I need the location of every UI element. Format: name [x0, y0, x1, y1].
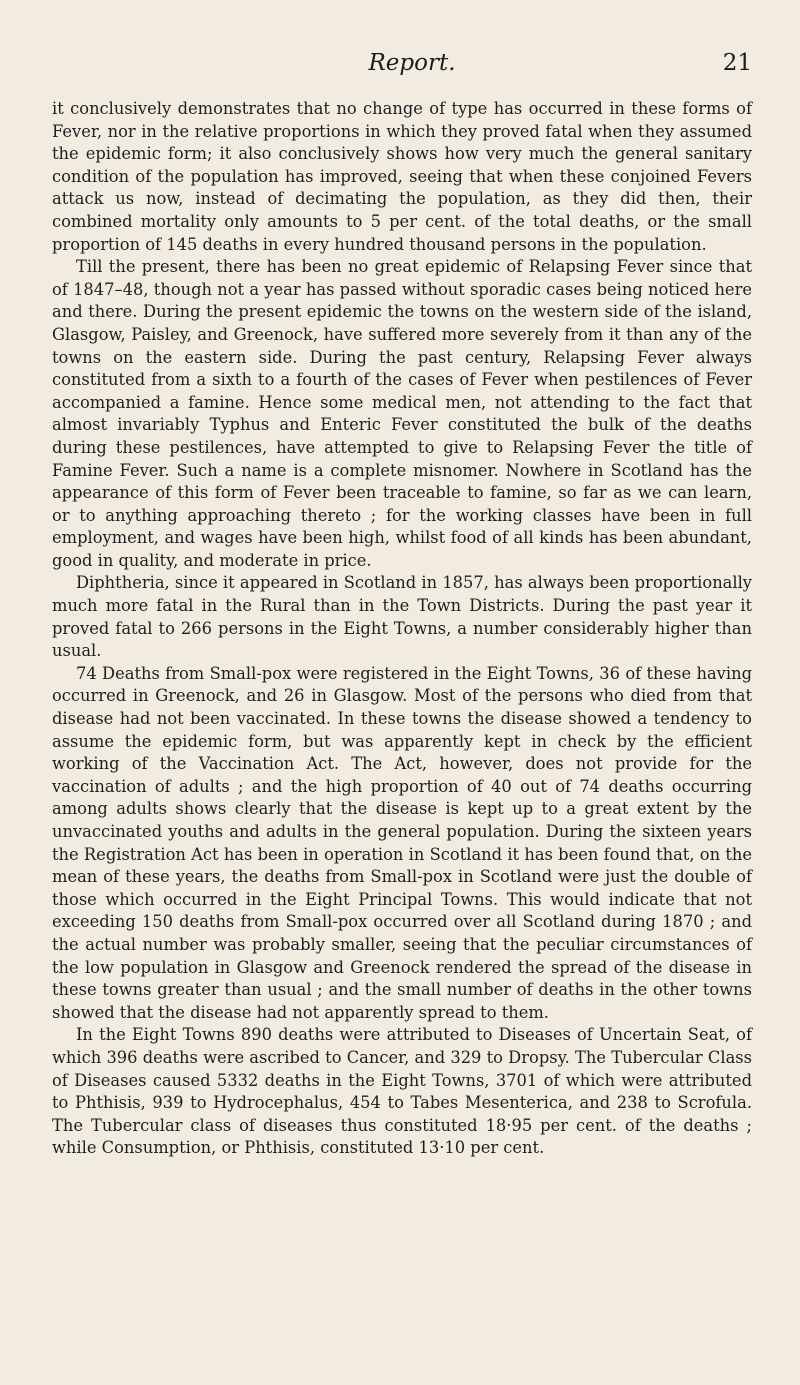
body-text: [52, 98, 752, 1160]
paragraph-tubercular: In the Eight Towns 890 deaths were attributed to Diseases of Uncertain Seat, of which 396 deaths were ascribed to Cancer, and 329 to Dropsy. The Tubercular Class of Diseases caused 5332 deaths in the Eight Towns, 3701 of which were attributed to Phthisis, 939 to Hydrocephalus, 454 to Tabes Mesenterica, and 238 to Scrofula. The Tubercular class of diseases thus constituted 18·95 per cent. of the deaths ; while Consumption, or Phthisis, constituted 13·10 per cent.: [52, 1025, 752, 1158]
paragraph-diphtheria: Diphtheria, since it appeared in Scotland in 1857, has always been proportionally much more fatal in the Rural than in the Town Districts. During the past year it proved fatal to 266 persons in the Eight Towns, a number considerably higher than usual.: [52, 573, 752, 661]
page-header: [52, 50, 752, 88]
paragraph-small-pox: 74 Deaths from Small-pox were registered in the Eight Towns, 36 of these having occurred in Greenock, and 26 in Glasgow. Most of the persons who died from that disease had not been vaccinated. In these towns the disease showed a tendency to assume the epidemic form, but was apparently kept in check by the efficient working of the Vaccination Act. The Act, however, does not provide for the vaccination of adults ; and the high proportion of 40 out of 74 deaths occurring among adults shows clearly that the disease is kept up to a great extent by the unvaccinated youths and adults in the general population. During the sixteen years the Registration Act has been in operation in Scotland it has been found that, on the mean of these years, the deaths from Small-pox in Scotland were just the double of those which occurred in the Eight Principal Towns. This would indicate that not exceeding 150 deaths from Small-pox occurred over all Scotland during 1870 ; and the actual number was probably smaller, seeing that the peculiar circumstances of the low population in Glasgow and Greenock rendered the spread of the disease in these towns greater than usual ; and the small number of deaths in the other towns showed that the disease had not apparently spread to them.: [52, 663, 752, 1022]
running-title: Report.: [368, 50, 456, 76]
paragraph-relapsing-fever: Till the present, there has been no great epidemic of Relapsing Fever since that of 1847–48, though not a year has passed without sporadic cases being noticed here and there. During the present epidemic the towns on the western side of the island, Glasgow, Paisley, and Greenock, have suffered more severely from it than any of the towns on the eastern side. During the past century, Relapsing Fever always constituted from a sixth to a fourth of the cases of Fever when pestilences of Fever accompanied a famine. Hence some medical men, not attending to the fact that almost invariably Typhus and Enteric Fever constituted the bulk of the deaths during these pestilences, have attempted to give to Relapsing Fever the title of Famine Fever. Such a name is a complete misnomer. Nowhere in Scotland has the appearance of this form of Fever been traceable to famine, so far as we can learn, or to anything approaching thereto ; for the working classes have been in full employment, and wages have been high, whilst food of all kinds has been abundant, good in quality, and moderate in price.: [52, 257, 752, 570]
paragraph-continuation: it conclusively demonstrates that no change of type has occurred in these forms of Fever, nor in the relative proportions in which they proved fatal when they assumed the epidemic form; it also conclusively shows how very much the general sanitary condition of the population has improved, seeing that when these conjoined Fevers attack us now, instead of decimating the population, as they did then, their combined mortality only amounts to 5 per cent. of the total deaths, or the small proportion of 145 deaths in every hundred thousand persons in the population.: [52, 99, 752, 254]
page-number: 21: [722, 50, 752, 76]
